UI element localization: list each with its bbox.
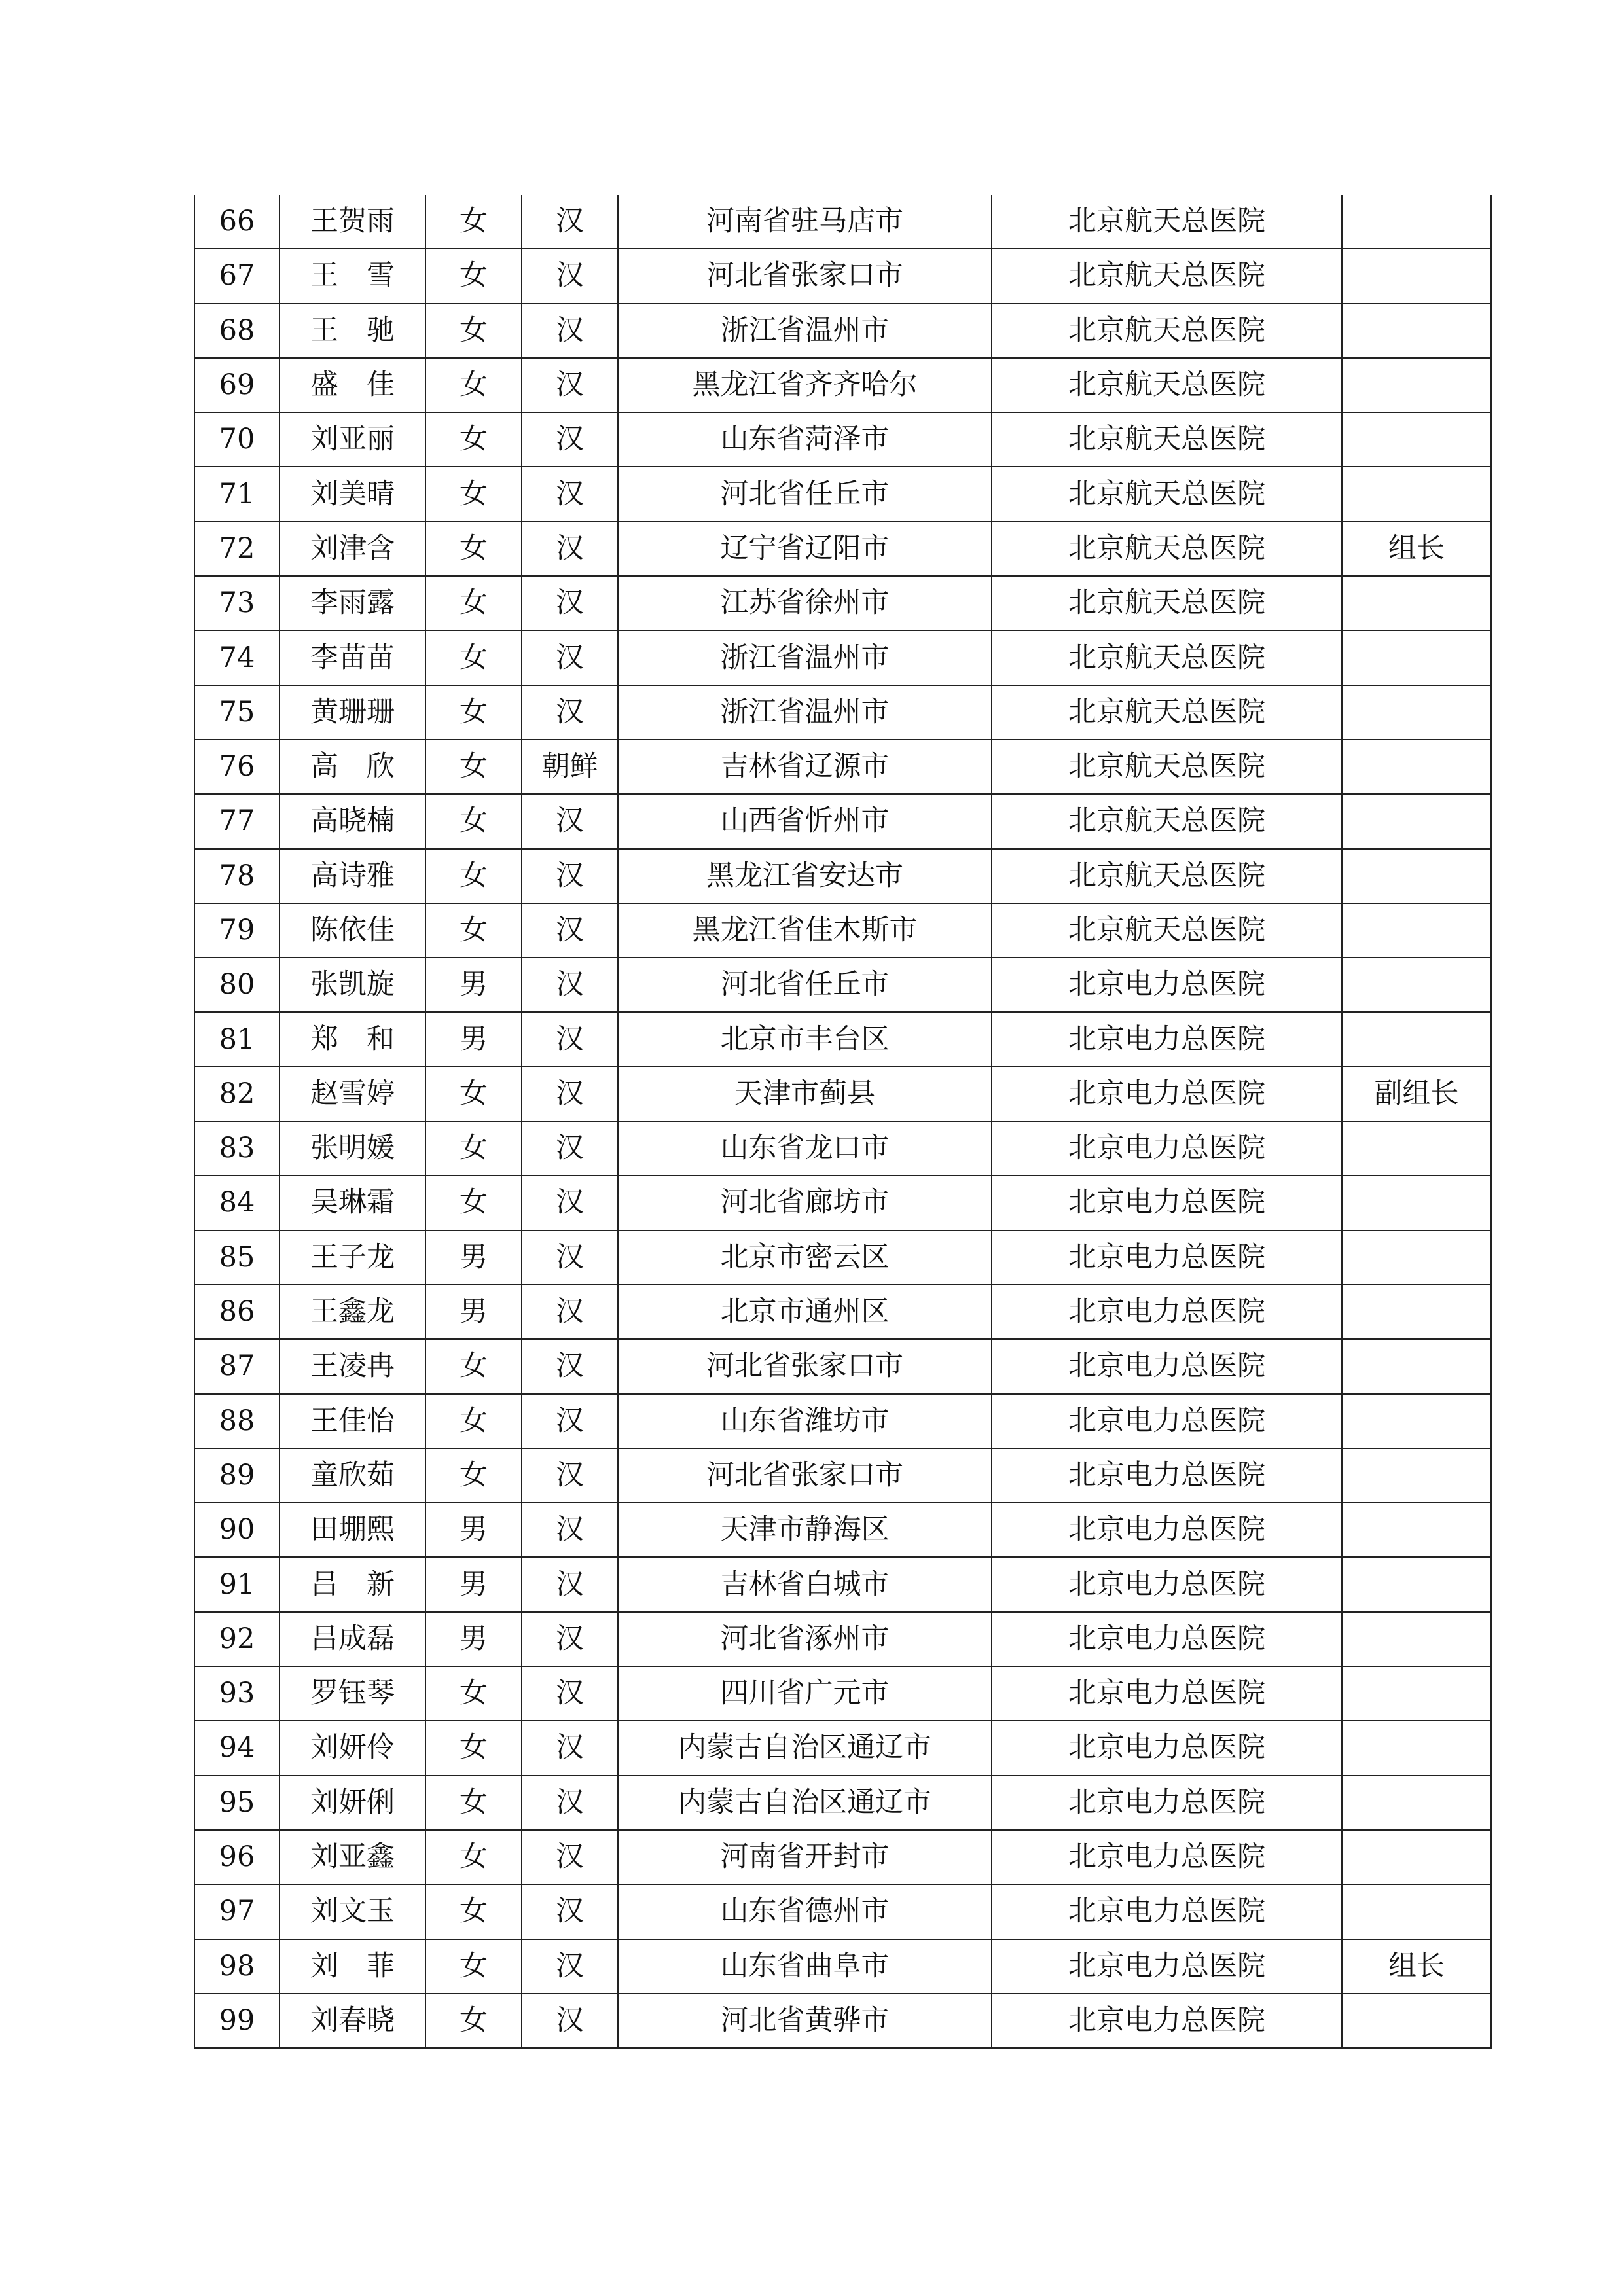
member-ethnicity: 汉 xyxy=(522,903,618,958)
member-role xyxy=(1342,249,1491,303)
member-gender: 女 xyxy=(425,1448,522,1503)
member-gender: 女 xyxy=(425,195,522,249)
row-number: 82 xyxy=(194,1067,280,1121)
member-origin: 天津市静海区 xyxy=(618,1503,992,1557)
member-gender: 女 xyxy=(425,630,522,685)
row-number: 67 xyxy=(194,249,280,303)
member-role xyxy=(1342,1994,1491,2048)
member-name: 罗钰琴 xyxy=(280,1666,425,1721)
table-row xyxy=(194,249,1491,303)
member-origin: 山西省忻州市 xyxy=(618,794,992,848)
member-role xyxy=(1342,1230,1491,1285)
member-origin: 山东省德州市 xyxy=(618,1884,992,1939)
member-hospital: 北京电力总医院 xyxy=(992,1448,1342,1503)
member-origin: 内蒙古自治区通辽市 xyxy=(618,1721,992,1775)
member-ethnicity: 汉 xyxy=(522,794,618,848)
member-ethnicity: 汉 xyxy=(522,1939,618,1994)
member-origin: 黑龙江省佳木斯市 xyxy=(618,903,992,958)
member-ethnicity: 汉 xyxy=(522,576,618,630)
member-origin: 河北省任丘市 xyxy=(618,467,992,521)
member-hospital: 北京航天总医院 xyxy=(992,794,1342,848)
member-origin: 山东省龙口市 xyxy=(618,1121,992,1175)
member-hospital: 北京电力总医院 xyxy=(992,958,1342,1012)
member-origin: 辽宁省辽阳市 xyxy=(618,522,992,576)
member-gender: 男 xyxy=(425,1012,522,1066)
table-row xyxy=(194,740,1491,794)
roster-table xyxy=(194,195,1492,2049)
member-gender: 男 xyxy=(425,958,522,1012)
table-row xyxy=(194,195,1491,249)
member-hospital: 北京电力总医院 xyxy=(992,1721,1342,1775)
member-name: 王佳怡 xyxy=(280,1394,425,1448)
member-name: 郑 和 xyxy=(280,1012,425,1066)
row-number: 86 xyxy=(194,1285,280,1339)
roster-body xyxy=(194,195,1491,2048)
member-origin: 河北省张家口市 xyxy=(618,1339,992,1393)
member-ethnicity: 汉 xyxy=(522,630,618,685)
member-role xyxy=(1342,195,1491,249)
member-origin: 吉林省辽源市 xyxy=(618,740,992,794)
row-number: 87 xyxy=(194,1339,280,1393)
row-number: 70 xyxy=(194,412,280,467)
member-ethnicity: 汉 xyxy=(522,849,618,903)
member-ethnicity: 汉 xyxy=(522,1012,618,1066)
member-role xyxy=(1342,1666,1491,1721)
row-number: 68 xyxy=(194,304,280,358)
member-ethnicity: 汉 xyxy=(522,412,618,467)
row-number: 76 xyxy=(194,740,280,794)
member-hospital: 北京航天总医院 xyxy=(992,522,1342,576)
member-name: 吴琳霜 xyxy=(280,1175,425,1230)
member-name: 盛 佳 xyxy=(280,358,425,412)
member-ethnicity: 汉 xyxy=(522,1830,618,1884)
table-row xyxy=(194,1939,1491,1994)
member-gender: 男 xyxy=(425,1230,522,1285)
member-role xyxy=(1342,903,1491,958)
member-gender: 女 xyxy=(425,1666,522,1721)
member-role xyxy=(1342,1503,1491,1557)
member-gender: 女 xyxy=(425,1394,522,1448)
member-role xyxy=(1342,685,1491,740)
member-gender: 女 xyxy=(425,1067,522,1121)
table-row xyxy=(194,1503,1491,1557)
member-role xyxy=(1342,1394,1491,1448)
table-row xyxy=(194,849,1491,903)
member-name: 张明媛 xyxy=(280,1121,425,1175)
member-name: 李雨露 xyxy=(280,576,425,630)
member-origin: 北京市通州区 xyxy=(618,1285,992,1339)
member-ethnicity: 汉 xyxy=(522,358,618,412)
member-role xyxy=(1342,576,1491,630)
member-role xyxy=(1342,1557,1491,1611)
row-number: 73 xyxy=(194,576,280,630)
member-name: 李苗苗 xyxy=(280,630,425,685)
row-number: 75 xyxy=(194,685,280,740)
table-row xyxy=(194,1285,1491,1339)
member-hospital: 北京电力总医院 xyxy=(992,1612,1342,1666)
member-gender: 男 xyxy=(425,1503,522,1557)
row-number: 77 xyxy=(194,794,280,848)
member-gender: 女 xyxy=(425,1339,522,1393)
member-hospital: 北京航天总医院 xyxy=(992,740,1342,794)
row-number: 83 xyxy=(194,1121,280,1175)
table-row xyxy=(194,358,1491,412)
member-name: 童欣茹 xyxy=(280,1448,425,1503)
member-ethnicity: 汉 xyxy=(522,195,618,249)
member-name: 高 欣 xyxy=(280,740,425,794)
member-role xyxy=(1342,358,1491,412)
member-gender: 女 xyxy=(425,903,522,958)
member-gender: 女 xyxy=(425,740,522,794)
member-gender: 女 xyxy=(425,304,522,358)
member-origin: 天津市蓟县 xyxy=(618,1067,992,1121)
member-hospital: 北京电力总医院 xyxy=(992,1012,1342,1066)
table-row xyxy=(194,958,1491,1012)
table-row xyxy=(194,1721,1491,1775)
member-gender: 男 xyxy=(425,1612,522,1666)
member-ethnicity: 汉 xyxy=(522,1175,618,1230)
member-hospital: 北京电力总医院 xyxy=(992,1557,1342,1611)
member-role xyxy=(1342,1830,1491,1884)
row-number: 84 xyxy=(194,1175,280,1230)
member-hospital: 北京电力总医院 xyxy=(992,1666,1342,1721)
table-row xyxy=(194,1994,1491,2048)
member-role xyxy=(1342,1285,1491,1339)
member-role xyxy=(1342,1012,1491,1066)
member-ethnicity: 汉 xyxy=(522,1721,618,1775)
member-name: 刘津含 xyxy=(280,522,425,576)
member-name: 王子龙 xyxy=(280,1230,425,1285)
table-row xyxy=(194,903,1491,958)
member-gender: 女 xyxy=(425,794,522,848)
member-name: 王 驰 xyxy=(280,304,425,358)
member-hospital: 北京电力总医院 xyxy=(992,1339,1342,1393)
member-ethnicity: 汉 xyxy=(522,249,618,303)
member-origin: 河南省驻马店市 xyxy=(618,195,992,249)
member-name: 刘文玉 xyxy=(280,1884,425,1939)
member-hospital: 北京电力总医院 xyxy=(992,1830,1342,1884)
row-number: 93 xyxy=(194,1666,280,1721)
member-hospital: 北京电力总医院 xyxy=(992,1884,1342,1939)
row-number: 95 xyxy=(194,1776,280,1830)
member-gender: 女 xyxy=(425,1776,522,1830)
member-ethnicity: 汉 xyxy=(522,1776,618,1830)
member-name: 刘 菲 xyxy=(280,1939,425,1994)
row-number: 85 xyxy=(194,1230,280,1285)
row-number: 80 xyxy=(194,958,280,1012)
member-gender: 男 xyxy=(425,1557,522,1611)
table-row xyxy=(194,467,1491,521)
table-row xyxy=(194,1339,1491,1393)
member-role xyxy=(1342,304,1491,358)
member-origin: 吉林省白城市 xyxy=(618,1557,992,1611)
member-origin: 内蒙古自治区通辽市 xyxy=(618,1776,992,1830)
member-gender: 男 xyxy=(425,1285,522,1339)
member-gender: 女 xyxy=(425,358,522,412)
row-number: 94 xyxy=(194,1721,280,1775)
member-origin: 河北省张家口市 xyxy=(618,249,992,303)
member-hospital: 北京航天总医院 xyxy=(992,903,1342,958)
member-hospital: 北京电力总医院 xyxy=(992,1230,1342,1285)
member-origin: 河北省黄骅市 xyxy=(618,1994,992,2048)
member-hospital: 北京航天总医院 xyxy=(992,412,1342,467)
member-name: 刘妍俐 xyxy=(280,1776,425,1830)
member-hospital: 北京电力总医院 xyxy=(992,1939,1342,1994)
member-name: 刘春晓 xyxy=(280,1994,425,2048)
member-name: 黄珊珊 xyxy=(280,685,425,740)
member-ethnicity: 汉 xyxy=(522,958,618,1012)
member-ethnicity: 汉 xyxy=(522,1503,618,1557)
member-ethnicity: 汉 xyxy=(522,467,618,521)
member-origin: 北京市丰台区 xyxy=(618,1012,992,1066)
row-number: 69 xyxy=(194,358,280,412)
table-row xyxy=(194,1557,1491,1611)
member-role: 组长 xyxy=(1342,1939,1491,1994)
table-row xyxy=(194,1776,1491,1830)
member-ethnicity: 汉 xyxy=(522,304,618,358)
member-origin: 河南省开封市 xyxy=(618,1830,992,1884)
row-number: 90 xyxy=(194,1503,280,1557)
member-name: 吕 新 xyxy=(280,1557,425,1611)
member-role: 组长 xyxy=(1342,522,1491,576)
member-hospital: 北京电力总医院 xyxy=(992,1285,1342,1339)
member-ethnicity: 汉 xyxy=(522,1557,618,1611)
member-gender: 女 xyxy=(425,1884,522,1939)
member-name: 田堋熙 xyxy=(280,1503,425,1557)
member-origin: 江苏省徐州市 xyxy=(618,576,992,630)
member-name: 陈依佳 xyxy=(280,903,425,958)
row-number: 79 xyxy=(194,903,280,958)
member-origin: 山东省曲阜市 xyxy=(618,1939,992,1994)
member-gender: 女 xyxy=(425,1939,522,1994)
member-hospital: 北京电力总医院 xyxy=(992,1503,1342,1557)
member-role xyxy=(1342,794,1491,848)
member-name: 刘亚鑫 xyxy=(280,1830,425,1884)
member-origin: 浙江省温州市 xyxy=(618,685,992,740)
member-gender: 女 xyxy=(425,1994,522,2048)
member-origin: 山东省菏泽市 xyxy=(618,412,992,467)
member-ethnicity: 汉 xyxy=(522,1121,618,1175)
member-name: 刘亚丽 xyxy=(280,412,425,467)
member-origin: 北京市密云区 xyxy=(618,1230,992,1285)
table-row xyxy=(194,1012,1491,1066)
table-row xyxy=(194,1666,1491,1721)
table-row xyxy=(194,1121,1491,1175)
member-ethnicity: 汉 xyxy=(522,1394,618,1448)
member-role xyxy=(1342,849,1491,903)
member-ethnicity: 汉 xyxy=(522,1994,618,2048)
member-ethnicity: 汉 xyxy=(522,1612,618,1666)
member-ethnicity: 汉 xyxy=(522,1067,618,1121)
table-row xyxy=(194,1884,1491,1939)
member-origin: 黑龙江省齐齐哈尔 xyxy=(618,358,992,412)
member-origin: 山东省潍坊市 xyxy=(618,1394,992,1448)
member-name: 高晓楠 xyxy=(280,794,425,848)
member-role xyxy=(1342,630,1491,685)
member-gender: 女 xyxy=(425,467,522,521)
row-number: 98 xyxy=(194,1939,280,1994)
member-gender: 女 xyxy=(425,522,522,576)
member-name: 张凯旋 xyxy=(280,958,425,1012)
row-number: 88 xyxy=(194,1394,280,1448)
member-hospital: 北京电力总医院 xyxy=(992,1394,1342,1448)
member-gender: 女 xyxy=(425,1721,522,1775)
member-gender: 女 xyxy=(425,249,522,303)
table-row xyxy=(194,1394,1491,1448)
member-ethnicity: 汉 xyxy=(522,1448,618,1503)
member-role xyxy=(1342,958,1491,1012)
member-name: 王 雪 xyxy=(280,249,425,303)
member-hospital: 北京航天总医院 xyxy=(992,685,1342,740)
member-role xyxy=(1342,1721,1491,1775)
member-origin: 河北省廊坊市 xyxy=(618,1175,992,1230)
member-ethnicity: 汉 xyxy=(522,1285,618,1339)
table-row xyxy=(194,794,1491,848)
member-role xyxy=(1342,1339,1491,1393)
member-name: 王鑫龙 xyxy=(280,1285,425,1339)
table-row xyxy=(194,630,1491,685)
member-gender: 女 xyxy=(425,412,522,467)
member-hospital: 北京航天总医院 xyxy=(992,849,1342,903)
member-hospital: 北京航天总医院 xyxy=(992,630,1342,685)
table-row xyxy=(194,576,1491,630)
table-row xyxy=(194,1067,1491,1121)
member-origin: 河北省涿州市 xyxy=(618,1612,992,1666)
member-hospital: 北京电力总医院 xyxy=(992,1067,1342,1121)
row-number: 96 xyxy=(194,1830,280,1884)
member-name: 刘妍伶 xyxy=(280,1721,425,1775)
member-role xyxy=(1342,740,1491,794)
member-gender: 女 xyxy=(425,576,522,630)
member-role xyxy=(1342,1776,1491,1830)
table-row xyxy=(194,1612,1491,1666)
member-hospital: 北京电力总医院 xyxy=(992,1121,1342,1175)
row-number: 91 xyxy=(194,1557,280,1611)
member-role xyxy=(1342,412,1491,467)
member-origin: 浙江省温州市 xyxy=(618,304,992,358)
member-origin: 黑龙江省安达市 xyxy=(618,849,992,903)
member-gender: 女 xyxy=(425,685,522,740)
member-hospital: 北京电力总医院 xyxy=(992,1994,1342,2048)
member-ethnicity: 汉 xyxy=(522,1884,618,1939)
row-number: 74 xyxy=(194,630,280,685)
table-row xyxy=(194,1230,1491,1285)
row-number: 71 xyxy=(194,467,280,521)
member-gender: 女 xyxy=(425,1121,522,1175)
member-role xyxy=(1342,1612,1491,1666)
row-number: 89 xyxy=(194,1448,280,1503)
row-number: 92 xyxy=(194,1612,280,1666)
member-role: 副组长 xyxy=(1342,1067,1491,1121)
member-hospital: 北京航天总医院 xyxy=(992,195,1342,249)
member-origin: 河北省张家口市 xyxy=(618,1448,992,1503)
table-row xyxy=(194,685,1491,740)
row-number: 72 xyxy=(194,522,280,576)
row-number: 78 xyxy=(194,849,280,903)
member-name: 吕成磊 xyxy=(280,1612,425,1666)
member-hospital: 北京电力总医院 xyxy=(992,1776,1342,1830)
member-ethnicity: 汉 xyxy=(522,1666,618,1721)
member-ethnicity: 汉 xyxy=(522,685,618,740)
member-ethnicity: 汉 xyxy=(522,1339,618,1393)
member-origin: 四川省广元市 xyxy=(618,1666,992,1721)
row-number: 66 xyxy=(194,195,280,249)
table-row xyxy=(194,412,1491,467)
member-origin: 河北省任丘市 xyxy=(618,958,992,1012)
member-ethnicity: 汉 xyxy=(522,522,618,576)
row-number: 97 xyxy=(194,1884,280,1939)
row-number: 81 xyxy=(194,1012,280,1066)
member-name: 赵雪婷 xyxy=(280,1067,425,1121)
table-row xyxy=(194,304,1491,358)
member-hospital: 北京航天总医院 xyxy=(992,576,1342,630)
table-row xyxy=(194,1830,1491,1884)
member-hospital: 北京电力总医院 xyxy=(992,1175,1342,1230)
table-row xyxy=(194,1448,1491,1503)
table-row xyxy=(194,1175,1491,1230)
member-role xyxy=(1342,1448,1491,1503)
member-name: 王凌冉 xyxy=(280,1339,425,1393)
table-row xyxy=(194,522,1491,576)
member-role xyxy=(1342,1175,1491,1230)
row-number: 99 xyxy=(194,1994,280,2048)
member-name: 高诗雅 xyxy=(280,849,425,903)
member-hospital: 北京航天总医院 xyxy=(992,249,1342,303)
member-ethnicity: 汉 xyxy=(522,1230,618,1285)
member-gender: 女 xyxy=(425,1175,522,1230)
member-hospital: 北京航天总医院 xyxy=(992,304,1342,358)
member-hospital: 北京航天总医院 xyxy=(992,358,1342,412)
member-name: 刘美晴 xyxy=(280,467,425,521)
member-gender: 女 xyxy=(425,849,522,903)
member-hospital: 北京航天总医院 xyxy=(992,467,1342,521)
member-role xyxy=(1342,1121,1491,1175)
member-name: 王贺雨 xyxy=(280,195,425,249)
member-ethnicity: 朝鲜 xyxy=(522,740,618,794)
member-gender: 女 xyxy=(425,1830,522,1884)
member-role xyxy=(1342,1884,1491,1939)
member-origin: 浙江省温州市 xyxy=(618,630,992,685)
member-role xyxy=(1342,467,1491,521)
